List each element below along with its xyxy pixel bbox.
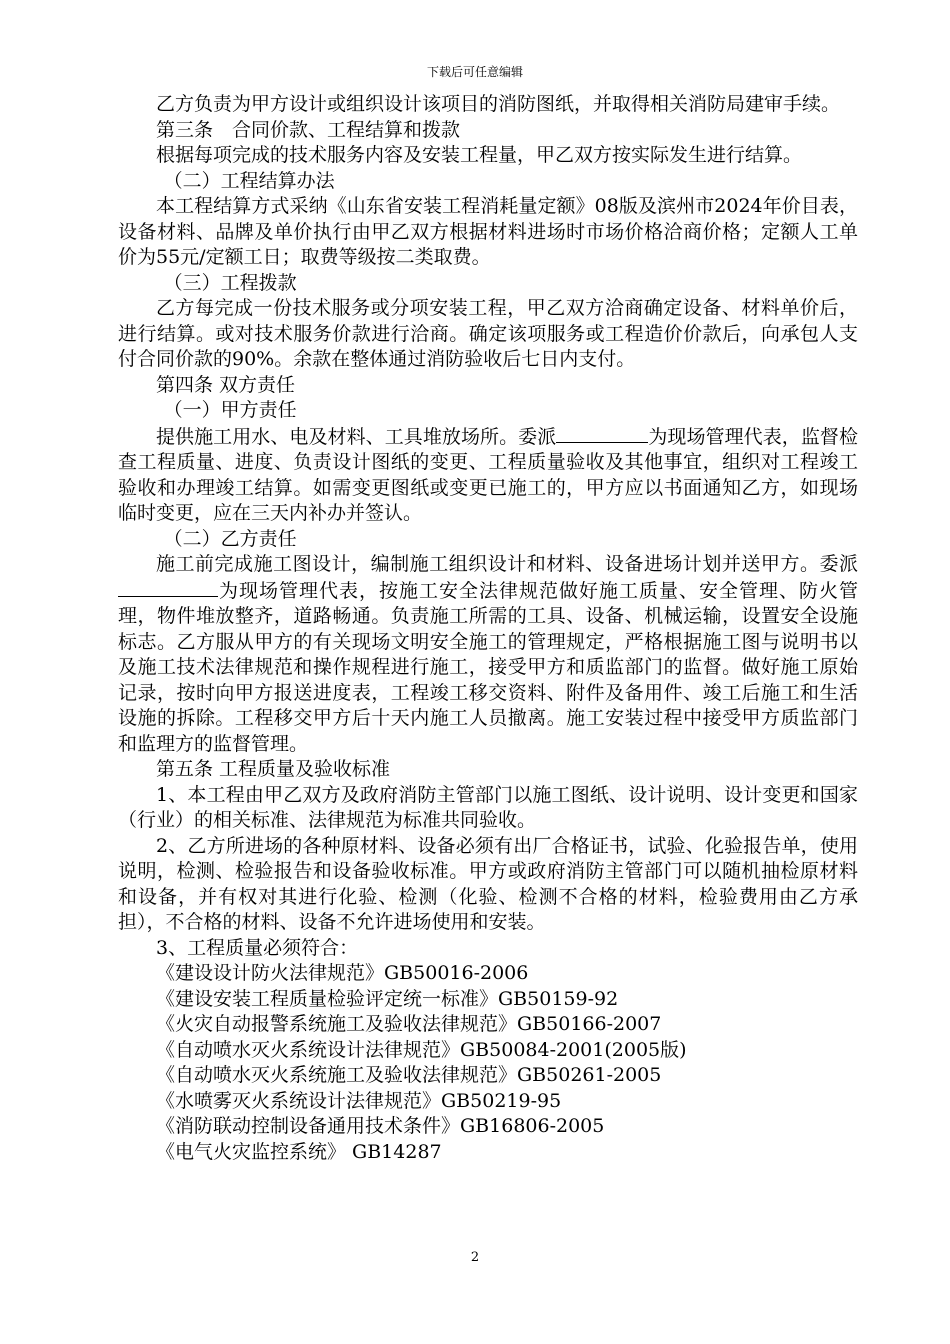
standard-item: 《消防联动控制设备通用技术条件》GB16806-2005 [156, 1115, 605, 1137]
paragraph-text: 提供施工用水、电及材料、工具堆放场所。委派 [156, 425, 557, 448]
standard-item: 《自动喷水灭火系统设计法律规范》GB50084-2001(2005版) [156, 1038, 687, 1061]
paragraph: 3、工程质量必须符合： [156, 936, 359, 959]
standard-item: 《水喷雾灭火系统设计法律规范》GB50219-95 [156, 1089, 562, 1112]
article-heading: 第四条 双方责任 [156, 373, 296, 396]
paragraph-text: 为现场管理代表，监督检查工程质量、进度、负责设计图纸的变更、工程质量验收及其他事宜，组织对工程竣工验收和办理竣工结算。如需变更图纸或变更已施工的，甲方应以书面通知乙方，如现场临时变更，应在三天内补办并签认。 [118, 425, 858, 524]
section-heading: （二）乙方责任 [163, 527, 297, 550]
standard-item: 《电气火灾监控系统》 GB14287 [156, 1140, 442, 1163]
paragraph: 乙方负责为甲方设计或组织设计该项目的消防图纸，并取得相关消防局建审手续。 [156, 93, 841, 115]
blank-underline [118, 578, 218, 597]
paragraph [118, 424, 858, 527]
page-number: 2 [470, 1250, 480, 1265]
article-heading: 第五条 工程质量及验收标准 [156, 758, 391, 780]
section-heading: （三）工程拨款 [163, 271, 297, 294]
paragraph: 根据每项完成的技术服务内容及安装工程量，甲乙双方按实际发生进行结算。 [156, 144, 803, 166]
page-header: 下载后可任意编辑 [426, 65, 523, 79]
section-heading: （二）工程结算办法 [163, 169, 335, 192]
standard-item: 《自动喷水灭火系统施工及验收法律规范》GB50261-2005 [156, 1064, 662, 1086]
standard-item: 《建设设计防火法律规范》GB50016-2006 [156, 962, 529, 984]
paragraph-text: 施工前完成施工图设计，编制施工组织设计和材料、设备进场计划并送甲方。委派 [156, 553, 858, 575]
blank-underline [556, 424, 648, 443]
standard-item: 《火灾自动报警系统施工及验收法律规范》GB50166-2007 [156, 1013, 662, 1035]
paragraph: 乙方每完成一份技术服务或分项安装工程，甲乙双方洽商确定设备、材料单价后，进行结算。或对技术服务价款进行洽商。确定该项服务或工程造价价款后，向承包人支付合同价款的90%。余款在整体通过消防验收后七日内支付。 [118, 297, 858, 370]
paragraph-text: 为现场管理代表，按施工安全法律规范做好施工质量、安全管理、防火管理，物件堆放整齐，道路畅通。负责施工所需的工具、设备、机械运输，设置安全设施标志。乙方服从甲方的有关现场文明安全施工的管理规定，严格根据施工图与说明书以及施工技术法律规范和操作规程进行施工，接受甲方和质监部门的监督。做好施工原始记录，按时向甲方报送进度表，工程竣工移交资料、附件及备用件、竣工后施工和生活设施的拆除。工程移交甲方后十天内施工人员撤离。施工安装过程中接受甲方质监部门和监理方的监督管理。 [118, 579, 858, 755]
paragraph: 本工程结算方式采纳《山东省安装工程消耗量定额》08版及滨州市2024年价目表，设备材料、品牌及单价执行由甲乙双方根据材料进场时市场价格洽商价格；定额人工单价为55元/定额工日；取费等级按二类取费。 [118, 195, 858, 268]
paragraph: 1、本工程由甲乙双方及政府消防主管部门以施工图纸、设计说明、设计变更和国家（行业）的相关标准、法律规范为标准共同验收。 [118, 783, 858, 831]
document-body [118, 92, 858, 1165]
section-heading: （一）甲方责任 [163, 399, 297, 421]
article-heading: 第三条 合同价款、工程结算和拨款 [156, 118, 461, 141]
paragraph: 2、乙方所进场的各种原材料、设备必须有出厂合格证书，试验、化验报告单，使用说明，检测、检验报告和设备验收标准。甲方或政府消防主管部门可以随机抽检原材料和设备，并有权对其进行化验、检测（化验、检测不合格的材料，检验费用由乙方承担），不合格的材料、设备不允许进场使用和安装。 [118, 834, 858, 933]
standard-item: 《建设安装工程质量检验评定统一标准》GB50159-92 [156, 987, 619, 1010]
paragraph [118, 552, 858, 757]
